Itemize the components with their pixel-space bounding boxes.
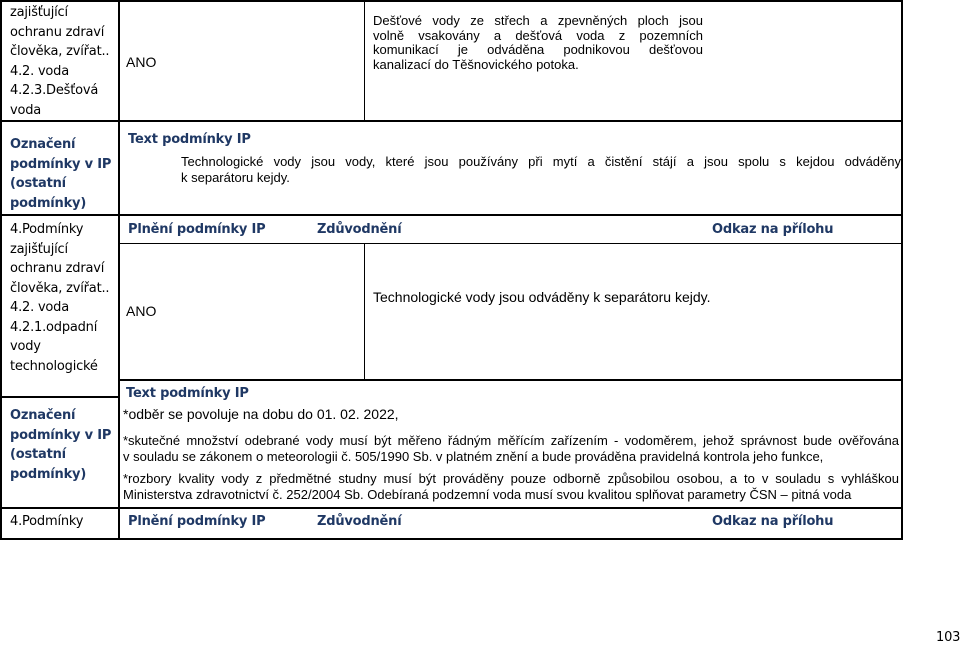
row5-header-plneni: Plnění podmínky IP	[128, 514, 266, 529]
row5-label: 4.Podmínky	[10, 514, 84, 529]
table-border-bottom	[0, 538, 903, 540]
row4-condition-2-line: v souladu se zákonem o meteorologii č. 505/1990 Sb. v platném znění a bude prováděna pravidelná kontrola jeho funkce,	[123, 448, 824, 464]
row1-ano: ANO	[126, 54, 157, 70]
row4-condition-3	[123, 471, 899, 503]
row3-ano: ANO	[126, 303, 157, 319]
row3-header-odkaz: Odkaz na přílohu	[712, 222, 834, 237]
row3-text: Technologické vody jsou odváděny k separátoru kejdy.	[373, 289, 711, 305]
row3-label-line: 4.2. voda	[10, 300, 70, 315]
row3-label-line: 4.2.1.odpadní	[10, 319, 98, 335]
row1-label-line: člověka, zvířat..	[10, 44, 110, 59]
row4-label-line: podmínky v IP	[10, 427, 112, 443]
row3-label-line: 4.Podmínky	[10, 222, 84, 237]
page-number: 103	[936, 630, 960, 645]
row1-label-line: ochranu zdraví	[10, 24, 105, 40]
col-divider-ano-row3	[364, 243, 365, 380]
row4-label-line: Označení	[10, 408, 76, 423]
row1-label-line: voda	[10, 102, 42, 118]
row3-header-zduvodneni: Zdůvodnění	[317, 222, 402, 237]
table-border-left	[0, 0, 2, 540]
row1-text-line: kanalizací do Těšnovického potoka.	[373, 56, 579, 72]
row-divider-2	[0, 214, 903, 216]
row4-label	[10, 406, 116, 484]
row3-label-line: technologické	[10, 358, 98, 374]
row2-text-line: Technologické vody jsou vody, které jsou používány při mytí a čistění stájí a jsou spolu s kejdou odváděny	[181, 154, 901, 169]
row1-text-line: volně vsakovány a dešťová voda z pozemních	[373, 27, 703, 43]
table-border-right	[901, 0, 903, 540]
row1-label-line: 4.2.3.Dešťová	[10, 83, 99, 98]
col-divider-ano-row1	[364, 0, 365, 121]
row3-label-line: člověka, zvířat..	[10, 280, 110, 296]
table-border-top	[0, 0, 903, 2]
row3-label-line: vody	[10, 339, 41, 354]
row-divider-3-left	[0, 396, 120, 398]
row4-condition-2-line: *skutečné množství odebrané vody musí být měřeno řádným měřícím zařízením - vodoměrem, jehož správnost bude ověřována	[123, 433, 899, 448]
row-divider-3	[119, 379, 902, 381]
header-underline-row3	[119, 243, 902, 244]
row-divider-4	[0, 507, 903, 509]
row2-label-line: podmínky)	[10, 195, 87, 211]
row1-label-line: 4.2. voda	[10, 63, 70, 79]
row2-label	[10, 135, 116, 213]
row5-header-odkaz: Odkaz na přílohu	[712, 514, 834, 529]
row4-header: Text podmínky IP	[126, 386, 249, 401]
row2-header: Text podmínky IP	[128, 132, 251, 147]
row2-label-line: podmínky v IP	[10, 156, 112, 172]
row3-label-line: ochranu zdraví	[10, 261, 105, 276]
row2-label-line: (ostatní	[10, 176, 66, 191]
row1-text-line: Dešťové vody ze střech a zpevněných ploch jsou	[373, 13, 703, 28]
row4-label-line: podmínky)	[10, 466, 87, 482]
row1-text	[373, 14, 703, 72]
row4-condition-1: *odběr se povoluje na dobu do 01. 02. 2022,	[123, 406, 399, 422]
row3-label-line: zajišťující	[10, 241, 68, 257]
row4-condition-2	[123, 433, 899, 464]
row3-label	[10, 220, 116, 376]
row4-label-line: (ostatní	[10, 447, 66, 462]
row2-text	[181, 154, 901, 186]
row4-condition-3-line: Ministerstva zdravotnictví č. 252/2004 Sb. Odebíraná podzemní voda musí svou kvalitou splňovat parametry ČSN – pitná voda	[123, 487, 852, 502]
row2-label-line: Označení	[10, 137, 76, 152]
row1-label-line: zajišťující	[10, 5, 68, 20]
row5-header-zduvodneni: Zdůvodnění	[317, 514, 402, 529]
row4-condition-3-line: *rozbory kvality vody z předmětné studny musí být prováděny pouze odborně způsobilou osobou, a to v souladu s vyhláškou	[123, 471, 899, 486]
row1-label	[10, 3, 116, 120]
row1-text-line: komunikací je odváděna podnikovou dešťovou	[373, 42, 703, 57]
col-divider-left	[118, 0, 120, 540]
row2-text-line: k separátoru kejdy.	[181, 170, 290, 185]
row3-header-plneni: Plnění podmínky IP	[128, 222, 266, 237]
row-divider-1	[0, 120, 903, 122]
